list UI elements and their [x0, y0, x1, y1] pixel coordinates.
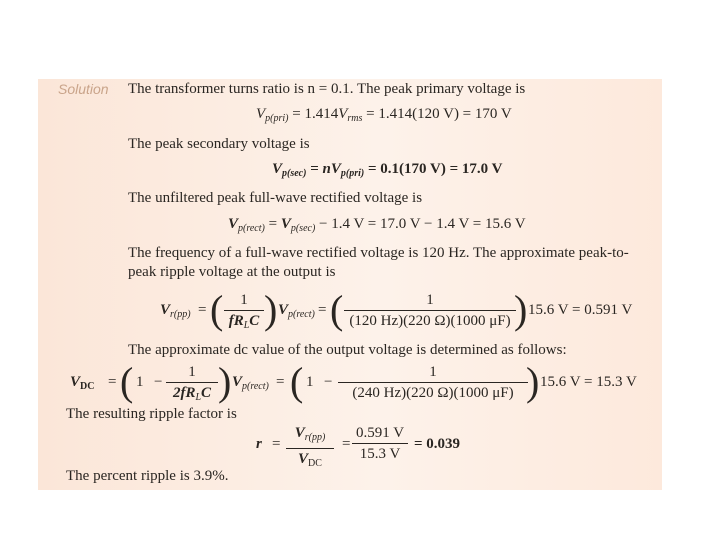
eq5-fraction-2 — [338, 364, 528, 401]
eq2-lhs-symbol: V — [272, 161, 283, 177]
equation-peak-secondary — [272, 161, 502, 179]
text-line-4b: peak ripple voltage at the output is — [128, 264, 336, 280]
eq6-f1-num-symbol: V — [294, 425, 305, 441]
eq5-f1-den-text: 2fR — [172, 385, 196, 401]
eq6-fraction-2 — [352, 425, 408, 462]
eq4-lhs-symbol: V — [160, 302, 171, 318]
eq5-f1-numerator: 1 — [188, 364, 196, 380]
text-line-7: The percent ripple is 3.9%. — [66, 468, 229, 484]
text-line-6: The resulting ripple factor is — [66, 406, 237, 422]
eq6-rhs: = 0.039 — [414, 436, 461, 452]
eq3-lhs-symbol: V — [228, 216, 239, 232]
eq4-fraction-2 — [344, 292, 516, 329]
eq2-lhs-subscript: p(sec) — [282, 168, 307, 179]
eq5-vp-symbol: V — [232, 374, 243, 390]
eq4-lhs — [160, 302, 191, 320]
eq6-r — [256, 436, 262, 453]
eq4-equals-2: = — [318, 302, 327, 318]
eq6-f1-denominator — [286, 451, 334, 472]
eq5-lhs — [70, 374, 94, 392]
eq5-paren-open-1: ( — [120, 359, 134, 404]
eq6-f1-den-symbol: V — [298, 451, 309, 467]
eq5-f1-den-c: C — [201, 385, 212, 401]
eq5-paren-close-1: ) — [218, 359, 232, 404]
eq4-paren-close-1: ) — [264, 287, 278, 332]
eq5-f2-numerator: 1 — [429, 364, 437, 380]
eq5-equals-2: = — [276, 374, 285, 390]
eq1-mid: = 1.414 — [288, 106, 339, 122]
eq4-f2-numerator: 1 — [426, 292, 434, 308]
eq4-vp-symbol: V — [278, 302, 289, 318]
eq3-rhs: − 1.4 V = 17.0 V − 1.4 V = 15.6 V — [315, 216, 526, 232]
eq5-paren-open-2: ( — [290, 359, 304, 404]
equation-peak-primary — [256, 106, 512, 124]
eq2-n-symbol: nV — [322, 161, 341, 177]
eq5-one-2: 1 — [306, 374, 314, 390]
eq1-rms-symbol: V — [338, 106, 348, 122]
eq6-f1-numerator — [286, 425, 334, 446]
text-line-4a: The frequency of a full-wave rectified voltage is 120 Hz. The approximate peak-to- — [128, 245, 629, 261]
eq4-paren-close-2: ) — [514, 287, 528, 332]
eq2-n-subscript: p(pri) — [340, 168, 365, 179]
eq3-sec-symbol: V — [280, 216, 291, 232]
eq6-r-symbol: r — [256, 436, 262, 452]
eq6-fraction-1 — [286, 425, 334, 472]
eq1-rhs: = 1.414(120 V) = 170 V — [362, 106, 512, 122]
eq4-paren-open-2: ( — [330, 287, 344, 332]
eq6-equals-1: = — [272, 436, 281, 452]
eq1-rms-subscript: rms — [347, 113, 363, 124]
eq4-equals-1: = — [198, 302, 207, 318]
solution-label: Solution — [58, 81, 109, 97]
eq5-equals-1: = — [108, 374, 117, 390]
eq5-fraction-1 — [166, 364, 218, 406]
eq1-lhs-symbol: V — [256, 106, 266, 122]
eq2-rhs: = 0.1(170 V) = 17.0 V — [364, 161, 503, 177]
eq5-f2-bar — [338, 382, 528, 383]
eq6-equals-2: = — [342, 436, 351, 452]
eq4-paren-open-1: ( — [210, 287, 224, 332]
eq5-one-1: 1 — [136, 374, 144, 390]
eq4-vp — [278, 302, 315, 320]
eq5-vp-subscript: p(rect) — [242, 381, 269, 392]
eq2-equals: = — [306, 161, 323, 177]
eq5-lhs-subscript: DC — [80, 381, 95, 392]
eq3-sec-subscript: p(sec) — [290, 223, 316, 234]
eq6-f2-numerator: 0.591 V — [355, 425, 405, 441]
eq3-equals: = — [264, 216, 281, 232]
eq4-f2-bar — [344, 310, 516, 311]
eq5-f1-bar — [166, 382, 218, 383]
eq5-minus-2: − — [324, 374, 333, 390]
text-line-2: The peak secondary voltage is — [128, 136, 310, 152]
eq5-rhs: 15.6 V = 15.3 V — [540, 374, 637, 390]
eq4-f1-numerator: 1 — [240, 292, 248, 308]
eq4-vp-subscript: p(rect) — [288, 309, 315, 320]
eq6-f1-num-sub: r(pp) — [304, 432, 326, 443]
eq5-lhs-symbol: V — [70, 374, 81, 390]
eq4-lhs-subscript: r(pp) — [170, 309, 191, 320]
equation-peak-rectified — [228, 216, 526, 234]
eq4-rhs: 15.6 V = 0.591 V — [528, 302, 633, 318]
eq5-f1-denominator — [166, 385, 218, 406]
eq4-f1-den-text: fR — [228, 313, 244, 329]
eq5-f2-denominator: (240 Hz)(220 Ω)(1000 μF) — [352, 385, 514, 401]
eq4-f1-den-c: C — [249, 313, 260, 329]
text-line-5: The approximate dc value of the output voltage is determined as follows: — [128, 342, 567, 358]
eq6-f2-bar — [352, 443, 408, 444]
eq4-f1-bar — [224, 310, 264, 311]
text-line-1: The transformer turns ratio is n = 0.1. The peak primary voltage is — [128, 81, 526, 97]
eq6-f1-den-sub: DC — [308, 458, 322, 469]
eq3-lhs-subscript: p(rect) — [238, 223, 265, 234]
eq4-f1-den-sub: L — [243, 320, 250, 331]
eq6-f2-denominator: 15.3 V — [359, 446, 401, 462]
eq6-f1-bar — [286, 448, 334, 449]
eq4-f2-denominator: (120 Hz)(220 Ω)(1000 μF) — [349, 313, 511, 329]
eq1-lhs-subscript: p(pri) — [265, 113, 289, 124]
eq5-minus-1: − — [154, 374, 163, 390]
eq4-fraction-1 — [224, 292, 264, 334]
eq4-f1-denominator — [224, 313, 264, 334]
eq5-f1-den-sub: L — [195, 392, 202, 403]
eq5-paren-close-2: ) — [526, 359, 540, 404]
text-line-3: The unfiltered peak full-wave rectified voltage is — [128, 190, 423, 206]
eq5-vp — [232, 374, 269, 392]
